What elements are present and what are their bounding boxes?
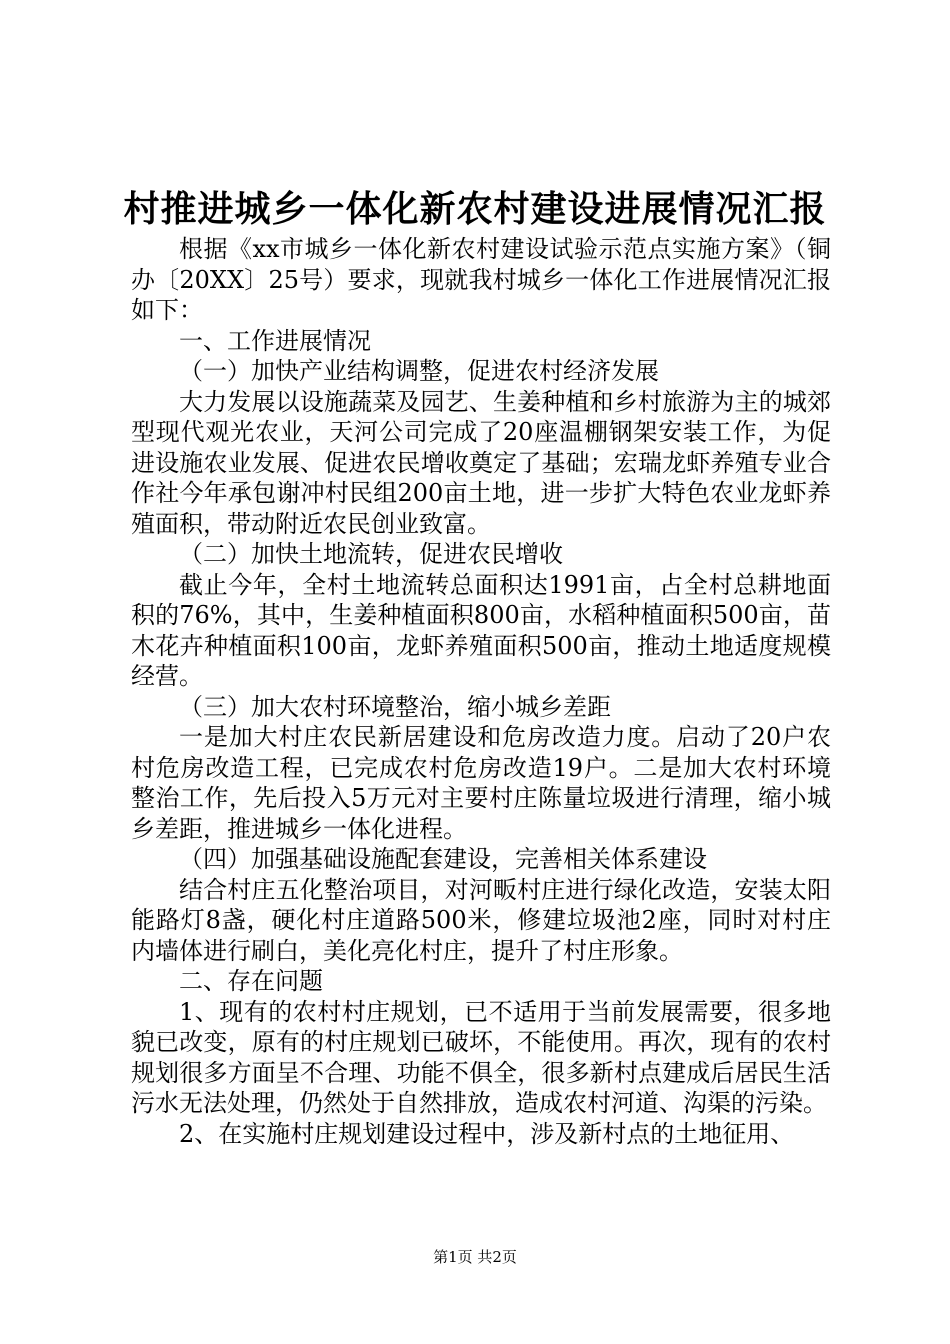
paragraph-problem-2: 2、在实施村庄规划建设过程中，涉及新村点的土地征用、 (179, 1119, 795, 1148)
paragraph-environment: 一是加大村庄农民新居建设和危房改造力度。启动了20户农村危房改造工程，已完成农村危房改造19户。二是加大农村环境整治工作，先后投入5万元对主要村庄陈量垃圾进行清理，缩小城乡差距，推进城乡一体化进程。 (131, 723, 831, 843)
paragraph-land-transfer: 截止今年，全村土地流转总面积达1991亩，占全村总耕地面积的76%，其中，生姜种植面积800亩，水稻种植面积500亩，苗木花卉种植面积100亩，龙虾养殖面积500亩，推动土地适度规模经营。 (131, 570, 831, 690)
subsection-heading-4: （四）加强基础设施配套建设，完善相关体系建设 (179, 845, 707, 873)
paragraph-problem-1: 1、现有的农村村庄规划，已不适用于当前发展需要，很多地貌已改变，原有的村庄规划已破坏，不能使用。再次，现有的农村规划很多方面呈不合理、功能不俱全，很多新村点建成后居民生活污水无法处理，仍然处于自然排放，造成农村河道、沟渠的污染。 (131, 997, 831, 1117)
document-body (131, 234, 831, 1149)
document-title: 村推进城乡一体化新农村建设进展情况汇报 (123, 189, 827, 230)
section-heading-problems: 二、存在问题 (179, 967, 323, 995)
paragraph-intro: 根据《xx市城乡一体化新农村建设试验示范点实施方案》（铜办〔20XX〕25号）要求，现就我村城乡一体化工作进展情况汇报如下： (131, 235, 831, 324)
subsection-heading-2: （二）加快土地流转，促进农民增收 (179, 540, 563, 568)
subsection-heading-1: （一）加快产业结构调整，促进农村经济发展 (179, 357, 659, 385)
page-footer: 第1页 共2页 (433, 1248, 517, 1266)
section-heading-progress: 一、工作进展情况 (179, 326, 371, 355)
subsection-heading-3: （三）加大农村环境整治，缩小城乡差距 (179, 692, 611, 721)
paragraph-infrastructure: 结合村庄五化整治项目，对河畈村庄进行绿化改造，安装太阳能路灯8盏，硬化村庄道路500米，修建垃圾池2座，同时对村庄内墙体进行刷白，美化亮化村庄，提升了村庄形象。 (131, 875, 831, 965)
paragraph-industry: 大力发展以设施蔬菜及园艺、生姜种植和乡村旅游为主的城郊型现代观光农业，天河公司完成了20座温棚钢架安装工作，为促进设施农业发展、促进农民增收奠定了基础；宏瑞龙虾养殖专业合作社今年承包谢冲村民组200亩土地，进一步扩大特色农业龙虾养殖面积，带动附近农民创业致富。 (131, 387, 831, 538)
